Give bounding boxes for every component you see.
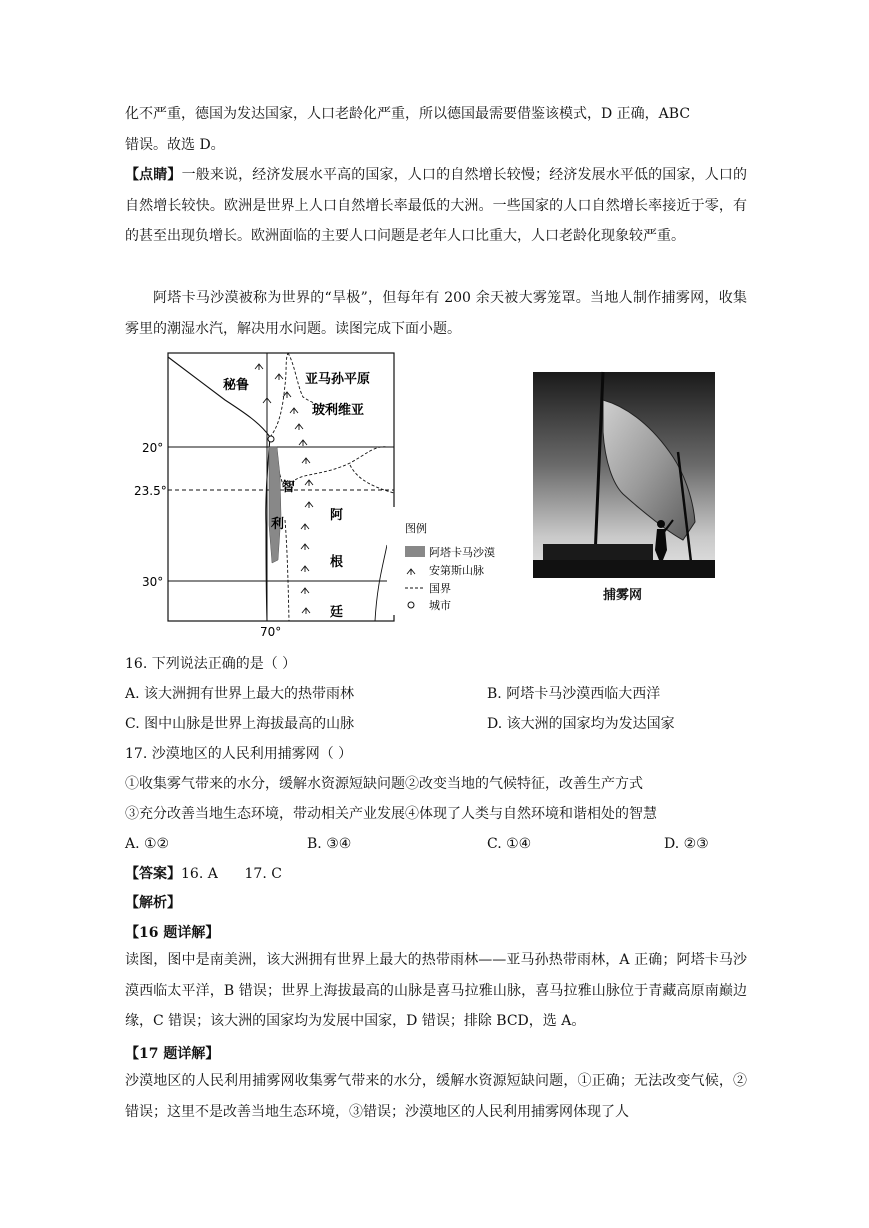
q16-option-c: C. 图中山脉是世界上海拔最高的山脉 [125,716,355,732]
map-label-arg-3: 廷 [330,605,344,620]
q17-option-a: A. ①② [125,836,170,852]
q17-option-b: B. ③④ [307,836,352,852]
legend-city-icon [408,602,414,608]
dianjing-label: 【点睛】 [125,167,182,183]
south-america-map [125,345,495,645]
legend-desert: 阿塔卡马沙漠 [429,546,495,559]
map-label-bolivia: 玻利维亚 [312,403,365,418]
answer-label: 【答案】 [125,866,181,882]
q17-stem: 17. 沙漠地区的人民利用捕雾网（ ） [125,746,353,762]
answer-text: 16. A 17. C [181,866,282,882]
detail-17-label: 【17 题详解】 [125,1046,220,1062]
q16-stem: 16. 下列说法正确的是（ ） [125,656,297,672]
detail-16-label: 【16 题详解】 [125,925,220,941]
map-label-arg-1: 阿 [330,508,344,523]
answer-line [125,864,282,884]
map-legend [387,507,495,615]
q16-option-b: B. 阿塔卡马沙漠西临大西洋 [487,686,661,702]
lat-label-30: 30° [142,575,164,589]
map-label-amazon: 亚马孙平原 [305,372,371,387]
dianjing-text: 一般来说，经济发展水平高的国家，人口的自然增长较慢；经济发展水平低的国家，人口的自然增长较快。欧洲是世界上人口自然增长率最低的大洲。一些国家的人口自然增长率接近于零，有的甚至出现负增长。欧洲面临的主要人口问题是老年人口比重大，人口老龄化现象较严重。 [125,167,748,244]
analysis-label: 【解析】 [125,895,181,911]
fog-net-photo [533,372,715,578]
photo-caption: 捕雾网 [603,588,643,603]
detail-16-text: 读图，图中是南美洲，该大洲拥有世界上最大的热带雨林——亚马孙热带雨林，A 正确；阿塔卡马沙漠西临太平洋，B 错误；世界上海拔最高的山脉是喜马拉雅山脉，喜马拉雅山脉位于青藏高原南巅边缘，C 错误；该大洲的国家均为发展中国家，D 错误；排除 BCD，选 A。 [125,952,747,1029]
legend-border: 国界 [429,582,451,595]
map-label-peru: 秘鲁 [223,378,250,393]
q16-option-d: D. 该大洲的国家均为发达国家 [487,716,675,732]
q17-option-c: C. ①④ [487,836,532,852]
question-stem: 阿塔卡马沙漠被称为世界的“旱极”，但每年有 200 余天被大雾笼罩。当地人制作捕雾网，收集雾里的潮湿水汽，解决用水问题。读图完成下面小题。 [125,290,747,337]
intro-line-2: 错误。故选 D。 [125,137,225,153]
lat-label-23-5: 23.5° [134,484,167,498]
map-label-chile-1: 智 [282,480,296,495]
legend-desert-swatch [405,546,425,557]
q17-statement-2: ③充分改善当地生态环境，带动相关产业发展④体现了人类与自然环境和谐相处的智慧 [125,806,657,822]
q16-option-a: A. 该大洲拥有世界上最大的热带雨林 [125,686,355,702]
intro-line-1: 化不严重，德国为发达国家，人口老龄化严重，所以德国最需要借鉴该模式，D 正确，ABC [125,106,691,122]
q17-option-d: D. ②③ [664,836,709,852]
dianjing-paragraph [125,160,747,252]
lon-label-70: 70° [260,625,282,639]
q17-statement-1: ①收集雾气带来的水分，缓解水资源短缺问题②改变当地的气候特征，改善生产方式 [125,776,643,792]
detail-17-text: 沙漠地区的人民利用捕雾网收集雾气带来的水分，缓解水资源短缺问题，①正确；无法改变气候，②错误；这里不是改善当地生态环境，③错误；沙漠地区的人民利用捕雾网体现了人 [125,1073,747,1120]
map-label-chile-2: 利 [271,517,285,532]
map-label-arg-2: 根 [330,555,344,570]
legend-city: 城市 [429,599,451,612]
lat-label-20: 20° [142,441,164,455]
legend-title: 图例 [405,522,427,535]
legend-andes: 安第斯山脉 [429,564,484,577]
